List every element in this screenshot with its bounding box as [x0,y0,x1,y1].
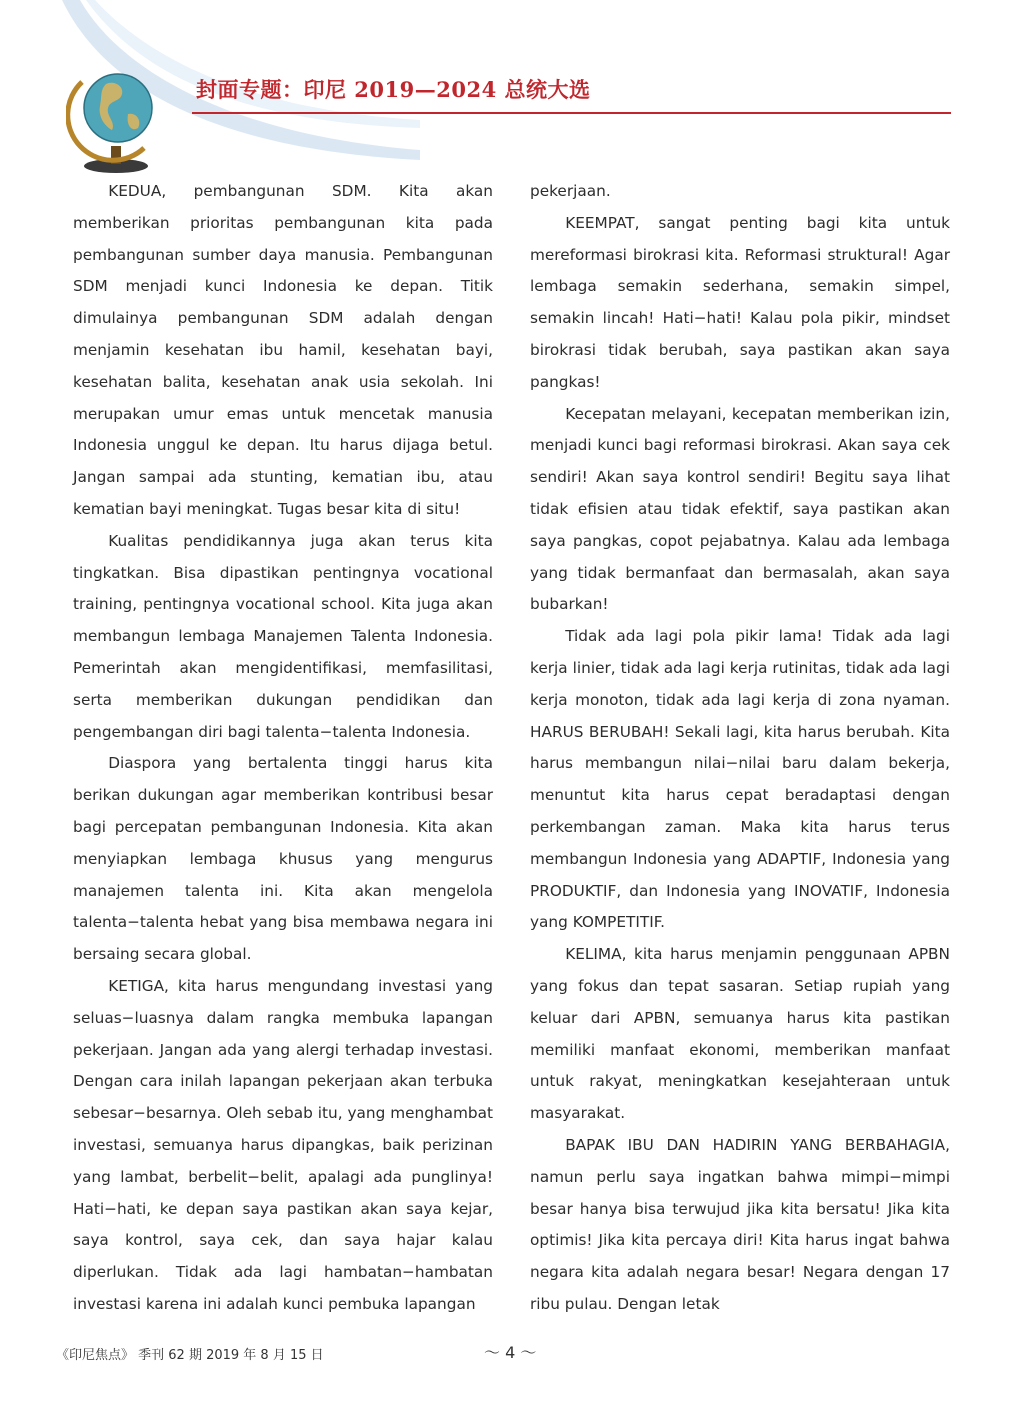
section-title: 封面专题：印尼 2019—2024 总统大选 [196,77,591,102]
paragraph: Kualitas pendidikannya juga akan terus kita tingkatkan. Bisa dipastikan pentingnya vocational training, pentingnya vocational school. Kita juga akan membangun lembaga Manajemen Talenta Indonesia. Pemerintah akan mengidentifikasi, memfasilitasi, serta memberikan dukungan pendidikan dan pengembangan diri bagi talenta−talenta Indonesia. [73,531,493,741]
paragraph-continuation: pekerjaan. [530,182,611,200]
paragraph: KELIMA, kita harus menjamin penggunaan APBN yang fokus dan tepat sasaran. Setiap rupiah yang keluar dari APBN, semuanya harus kita pastikan memiliki manfaat ekonomi, memberikan manfaat untuk rakyat, meningkatkan kesejahteraan untuk masyarakat. [530,945,950,1123]
left-column [73,176,493,1321]
paragraph: KEEMPAT, sangat penting bagi kita untuk mereformasi birokrasi kita. Reformasi struktural! Agar lembaga semakin sederhana, semakin simpel, semakin lincah! Hati−hati! Kalau pola pikir, mindset birokrasi tidak berubah, saya pastikan akan saya pangkas! [530,213,950,391]
right-column [530,176,950,1321]
paragraph: KEDUA, pembangunan SDM. Kita akan memberikan prioritas pembangunan kita pada pembangunan sumber daya manusia. Pembangunan SDM menjadi kunci Indonesia ke depan. Titik dimulainya pembangunan SDM adalah dengan menjamin kesehatan ibu hamil, kesehatan bayi, kesehatan balita, kesehatan anak usia sekolah. Ini merupakan umur emas untuk mencetak manusia Indonesia unggul ke depan. Itu harus dijaga betul. Jangan sampai ada stunting, kematian ibu, atau kematian bayi meningkat. Tugas besar kita di situ! [73,182,493,518]
paragraph: Tidak ada lagi pola pikir lama! Tidak ada lagi kerja linier, tidak ada lagi kerja rutinitas, tidak ada lagi kerja monoton, tidak ada lagi kerja di zona nyaman. HARUS BERUBAH! Sekali lagi, kita harus berubah. Kita harus membangun nilai−nilai baru dalam bekerja, menuntut kita harus cepat beradaptasi dengan perkembangan zaman. Maka kita harus terus membangun Indonesia yang ADAPTIF, Indonesia yang PRODUKTIF, dan Indonesia yang INOVATIF, Indonesia yang KOMPETITIF. [530,627,950,932]
paragraph: BAPAK IBU DAN HADIRIN YANG BERBAHAGIA, namun perlu saya ingatkan bahwa mimpi−mimpi besar hanya bisa terwujud jika kita bersatu! Jika kita optimis! Jika kita percaya diri! Kita harus ingat bahwa negara kita adalah negara besar! Negara dengan 17 ribu pulau. Dengan letak [530,1135,950,1313]
globe-icon [66,62,162,174]
page-number: ～ 4 ～ [484,1343,537,1362]
publication-info: 《印尼焦点》 季刊 62 期 2019 年 8 月 15 日 [56,1348,324,1363]
header-rule [192,112,951,114]
paragraph: Diaspora yang bertalenta tinggi harus kita berikan dukungan agar memberikan kontribusi besar bagi percepatan pembangunan Indonesia. Kita akan menyiapkan lembaga khusus yang mengurus manajemen talenta ini. Kita akan mengelola talenta−talenta hebat yang bisa membawa negara ini bersaing secara global. [73,754,493,964]
paragraph: KETIGA, kita harus mengundang investasi yang seluas−luasnya dalam rangka membuka lapangan pekerjaan. Jangan ada yang alergi terhadap investasi. Dengan cara inilah lapangan pekerjaan akan terbuka sebesar−besarnya. Oleh sebab itu, yang menghambat investasi, semuanya harus dipangkas, baik perizinan yang lambat, berbelit−belit, apalagi ada punglinya! Hati−hati, ke depan saya pastikan akan saya kejar, saya kontrol, saya cek, dan saya hajar kalau diperlukan. Tidak ada lagi hambatan−hambatan investasi karena ini adalah kunci pembuka lapangan [73,976,493,1313]
paragraph: Kecepatan melayani, kecepatan memberikan izin, menjadi kunci bagi reformasi birokrasi. Akan saya cek sendiri! Akan saya kontrol sendiri! Begitu saya lihat tidak efisien atau tidak efektif, saya pastikan akan saya pangkas, copot pejabatnya. Kalau ada lembaga yang tidak bermanfaat dan bermasalah, akan saya bubarkan! [530,404,950,614]
